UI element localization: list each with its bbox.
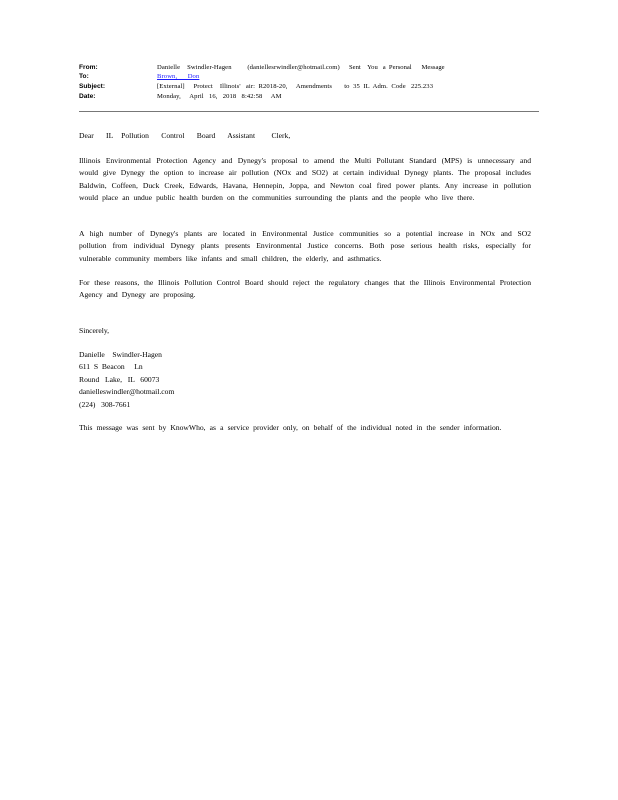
paragraph-1: Illinois Environmental Protection Agency and Dynegy's proposal to amend the Multi Pollutant Standard (MPS) is unnecessary and would give Dynegy the option to increase air pollution (NOx and SO2) at certain individual Dynegy plants. The proposal includes Baldwin, Coffeen, Duck Creek, Edwards, Havana, Hennepin, Joppa, and Newton coal fired power plants. Any increase in pollution would place an undue public health burden on the communities surrounding the plants and the people who live there.: [79, 156, 531, 203]
to-label: To:: [79, 73, 89, 80]
signature-address-line2: Round Lake, IL 60073: [79, 374, 160, 384]
to-value-link[interactable]: Brown, Don: [157, 73, 200, 80]
date-value: Monday, April 16, 2018 8:42:58 AM: [157, 93, 282, 100]
subject-value: [External] Protect Illinois' air: R2018-20, Amendments to 35 IL Adm. Code 225.233: [157, 83, 434, 90]
paragraph-3: For these reasons, the Illinois Pollution Control Board should reject the regulatory changes that the Illinois Environmental Protection Agency and Dynegy are proposing.: [79, 278, 531, 300]
signature-address-line1: 611 S Beacon Ln: [79, 362, 143, 372]
sent-note: Sent You a Personal Message: [349, 64, 445, 71]
from-value: Danielle Swindler-Hagen (daniellesrwindler@hotmail.com): [157, 64, 340, 71]
header-divider: [79, 111, 539, 112]
signature-name: Danielle Swindler-Hagen: [79, 350, 162, 359]
subject-label: Subject:: [79, 83, 106, 90]
signature-phone: (224) 308-7661: [79, 399, 131, 409]
signature-block: [79, 349, 531, 411]
paragraph-2: A high number of Dynegy's plants are located in Environmental Justice communities so a potential increase in NOx and SO2 pollution from individual Dynegy plants presents Environmental Justice concerns. Both pose serious health risks, especially for vulnerable community members like infants and small children, the elderly, and asthmatics.: [79, 229, 531, 263]
from-label: From:: [79, 64, 98, 71]
date-label: Date:: [79, 93, 96, 100]
signature-email: danielleswindler@hotmail.com: [79, 387, 175, 397]
sender-footer-note: This message was sent by KnowWho, as a service provider only, on behalf of the individual noted in the sender information.: [79, 423, 502, 432]
salutation: Dear IL Pollution Control Board Assistant Clerk,: [79, 131, 291, 140]
closing: Sincerely,: [79, 326, 110, 335]
